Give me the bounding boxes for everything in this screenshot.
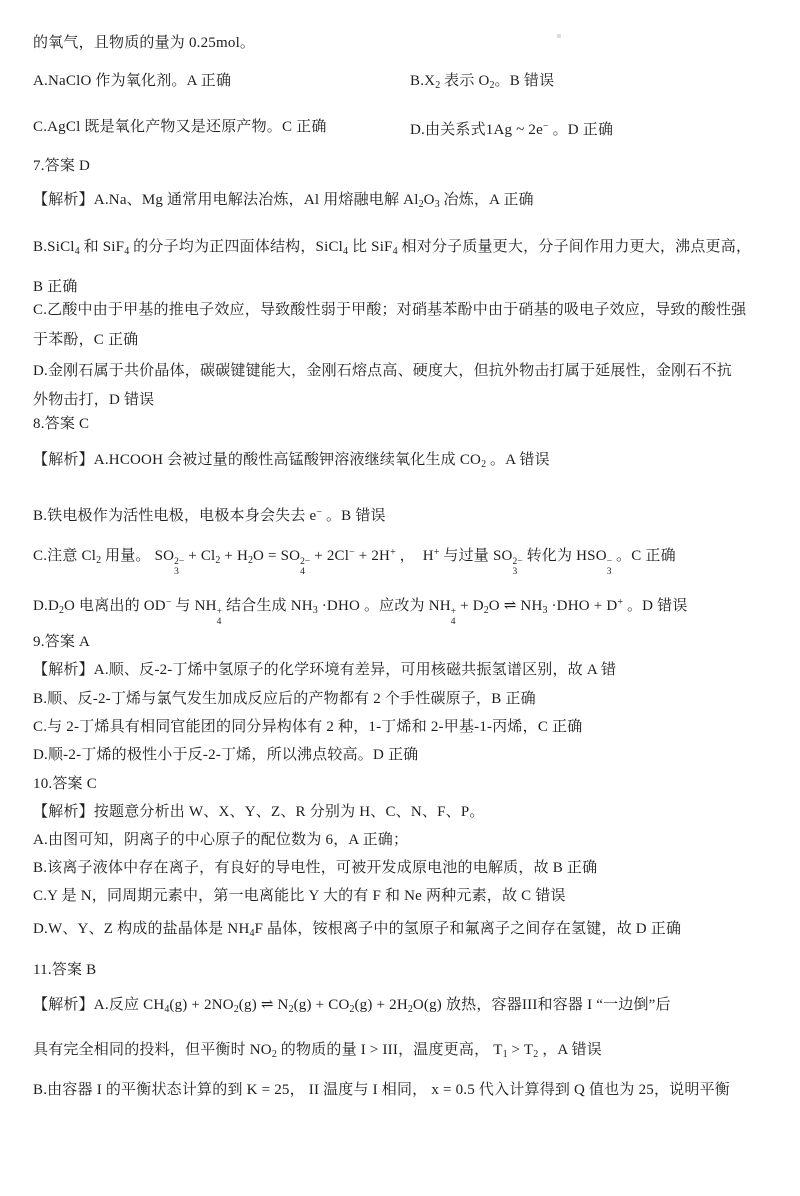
run-text: 比 SiF	[348, 239, 393, 255]
formula-sub-text: 2	[533, 1049, 539, 1060]
q7-analysis-b-line2	[33, 277, 78, 297]
q9-analysis-b	[33, 689, 536, 709]
run-text: 8.答案 C	[33, 416, 90, 432]
q10-analysis-c	[33, 886, 566, 906]
run-text: O ⇌ NH	[488, 598, 543, 614]
run-text: B.铁电极作为活性电极，电极本身会失去 e	[33, 508, 317, 524]
run-text: B.SiCl	[33, 239, 75, 255]
formula-stacked-script: + 4	[216, 607, 222, 627]
formula-sub-text: 2	[481, 459, 487, 470]
run-text: C.与 2-丁烯具有相同官能团的同分异构体有 2 种，1-丁烯和 2-甲基-1-丙烯，C 正确	[33, 719, 583, 735]
q8-analysis-a	[33, 450, 550, 475]
q10-answer	[33, 774, 97, 794]
formula-sub-text: 4	[392, 246, 398, 257]
q10-analysis-d	[33, 919, 681, 944]
formula-sub-text: 2	[483, 605, 489, 616]
run-text: 外物击打，D 错误	[33, 392, 155, 408]
run-text: B 正确	[33, 279, 78, 295]
run-text: A.由图可知，阴离子的中心原子的配位数为 6，A 正确；	[33, 832, 409, 848]
run-text: 11.答案 B	[33, 962, 97, 978]
q11-analysis-b	[33, 1080, 730, 1100]
run-text: B.由容器 I 的平衡状态计算的到 K = 25， II 温度与 I 相同， x = 0.5 代入计算得到 Q 值也为 25，说明平衡	[33, 1082, 730, 1098]
formula-stacked-script: 2− 4	[300, 557, 311, 577]
run-text: (g) + 2H	[354, 997, 408, 1013]
run-text: 【解析】A.HCOOH 会被过量的酸性高锰酸钾溶液继续氧化生成 CO	[33, 452, 482, 468]
q9-analysis-d	[33, 745, 418, 765]
run-text: O	[423, 192, 435, 208]
q7-analysis-c-line1	[33, 300, 746, 320]
run-text: 表示 O	[440, 73, 490, 89]
q7-analysis-d-line1	[33, 361, 732, 381]
scan-artifact	[557, 34, 561, 38]
formula-sub-text: 2	[248, 555, 253, 566]
run-text: B.该离子液体中存在离子，有良好的导电性，可被开发成原电池的电解质，故 B 正确	[33, 860, 598, 876]
formula-sup-text: −	[316, 507, 323, 518]
formula-sub-text: 3	[434, 199, 440, 210]
run-text: 的物质的量 I > III，温度更高， T	[276, 1042, 503, 1058]
q6-option-a-analysis	[33, 71, 231, 91]
run-text: 转化为 HSO	[522, 548, 607, 564]
formula-sub-text: 2	[418, 199, 424, 210]
run-text: 冶炼，A 正确	[439, 192, 534, 208]
formula-sup-text: +	[390, 547, 396, 558]
run-text: B.X	[410, 73, 436, 89]
q8-analysis-c	[33, 543, 676, 577]
q11-analysis-a-line1	[33, 995, 671, 1020]
q11-analysis-a-line2	[33, 1040, 602, 1065]
run-text: 【解析】A.Na、Mg 通常用电解法冶炼，Al 用熔融电解 Al	[33, 192, 419, 208]
q7-analysis-a	[33, 190, 534, 215]
run-text: > T	[507, 1042, 534, 1058]
run-text: 结合生成 NH	[222, 598, 313, 614]
q8-analysis-b	[33, 503, 386, 526]
run-text: 相对分子质量更大，分子间作用力更大，沸点更高，	[397, 239, 752, 255]
formula-sub-text: 2	[407, 1004, 413, 1015]
formula-sub-text: 4	[124, 246, 130, 257]
q7-analysis-c-line2	[33, 330, 138, 350]
formula-sub-text: 2	[96, 555, 102, 566]
run-text: D.金刚石属于共价晶体，碳碳键键能大，金刚石熔点高、硬度大，但抗外物击打属于延展性，金刚石不抗	[33, 363, 732, 379]
run-text: + D	[456, 598, 484, 614]
q10-analysis-b	[33, 858, 597, 878]
formula-sub-text: 2	[233, 1004, 239, 1015]
run-text: 10.答案 C	[33, 776, 97, 792]
run-text: D.D	[33, 598, 60, 614]
formula-stacked-script: − 3	[606, 557, 613, 577]
run-text: 。A 错误	[486, 452, 550, 468]
q6-stem-continued	[33, 33, 255, 53]
run-text: 【解析】按题意分析出 W、X、Y、Z、R 分别为 H、C、N、F、P。	[33, 804, 485, 820]
formula-sub-text: 2	[489, 80, 495, 91]
run-text: D.由关系式1Ag ~ 2e	[410, 122, 543, 138]
run-text: 于苯酚，C 正确	[33, 332, 139, 348]
run-text: 7.答案 D	[33, 158, 91, 174]
q9-analysis-a	[33, 660, 616, 680]
formula-sub-text: 4	[164, 1004, 170, 1015]
formula-sub-text: 4	[249, 928, 255, 939]
formula-sup-text: +	[617, 597, 623, 608]
run-text: C.Y 是 N，同周期元素中，第一电离能比 Y 大的有 F 和 Ne 两种元素，故 C 错误	[33, 888, 566, 904]
formula-sup-text: −	[543, 121, 549, 132]
formula-sub-text: 4	[74, 246, 80, 257]
run-text: B.顺、反-2-丁烯与氯气发生加成反应后的产物都有 2 个手性碳原子，B 正确	[33, 691, 536, 707]
formula-sub-text: 2	[215, 555, 221, 566]
q6-option-c-analysis	[33, 117, 327, 137]
q9-analysis-c	[33, 717, 582, 737]
run-text: D.顺-2-丁烯的极性小于反-2-丁烯，所以沸点较高。D 正确	[33, 747, 419, 763]
formula-sub-text: 3	[542, 605, 548, 616]
run-text: 具有完全相同的投料，但平衡时 NO	[33, 1042, 272, 1058]
formula-sup-text: −	[165, 597, 172, 608]
run-text: 的氧气，且物质的量为 0.25mol。	[33, 35, 256, 51]
run-text: 【解析】A.顺、反-2-丁烯中氢原子的化学环境有差异，可用核磁共振氢谱区别，故 A 错	[33, 662, 617, 678]
formula-sub-text: 2	[349, 1004, 355, 1015]
run-text: 和 SiF	[79, 239, 125, 255]
run-text: 。B 错误	[494, 73, 555, 89]
formula-sup-text: +	[433, 547, 440, 558]
formula-stacked-script: 2− 3	[512, 557, 523, 577]
q6-option-d-analysis	[410, 117, 613, 140]
run-text: 的分子均为正四面体结构，SiCl	[129, 239, 344, 255]
run-text: ， H	[395, 548, 434, 564]
formula-sub-text: 1	[502, 1049, 508, 1060]
formula-sub-text: 3	[312, 605, 318, 616]
run-text: C.乙酸中由于甲基的推电子效应，导致酸性弱于甲酸；对硝基苯酚中由于硝基的吸电子效应，导致的酸性强	[33, 302, 747, 318]
run-text: A.NaClO 作为氧化剂。A 正确	[33, 73, 232, 89]
q8-analysis-d	[33, 593, 688, 627]
run-text: C.注意 Cl	[33, 548, 97, 564]
formula-sub-text: 2	[271, 1049, 277, 1060]
formula-sub-text: 2	[435, 80, 441, 91]
run-text: 。D 错误	[623, 598, 688, 614]
run-text: (g) ⇌ N	[238, 997, 289, 1013]
run-text: ·DHO + D	[547, 598, 618, 614]
q7-analysis-b-line1	[33, 237, 751, 262]
q10-analysis-a	[33, 830, 408, 850]
formula-sub-text: 2	[59, 605, 65, 616]
run-text: + Cl	[184, 548, 216, 564]
q7-analysis-d-line2	[33, 390, 154, 410]
formula-stacked-script: 2− 3	[174, 557, 185, 577]
run-text: + 2H	[354, 548, 391, 564]
run-text: O(g) 放热，容器III和容器 I “一边倒”后	[412, 997, 671, 1013]
run-text: D.W、Y、Z 构成的盐晶体是 NH	[33, 921, 250, 937]
formula-sub-text: 4	[343, 246, 349, 257]
run-text: 。C 正确	[612, 548, 676, 564]
run-text: O = SO	[253, 548, 301, 564]
formula-stacked-script: + 4	[450, 607, 457, 627]
run-text: C.AgCl 既是氧化产物又是还原产物。C 正确	[33, 119, 327, 135]
run-text: + H	[220, 548, 248, 564]
q6-option-b-analysis	[410, 71, 554, 96]
formula-sup-text: −	[349, 547, 355, 558]
run-text: 与过量 SO	[439, 548, 513, 564]
run-text: O 电离出的 OD	[64, 598, 166, 614]
run-text: (g) + CO	[293, 997, 350, 1013]
run-text: + 2Cl	[310, 548, 350, 564]
q9-answer	[33, 632, 90, 652]
q11-answer	[33, 960, 96, 980]
run-text: (g) + 2NO	[169, 997, 234, 1013]
run-text: F 晶体，铵根离子中的氢原子和氟离子之间存在氢键，故 D 正确	[254, 921, 682, 937]
q10-analysis-intro	[33, 802, 485, 822]
run-text: 【解析】A.反应 CH	[33, 997, 165, 1013]
q8-answer	[33, 414, 89, 434]
run-text: ·DHO 。应改为 NH	[317, 598, 451, 614]
run-text: 。B 错误	[322, 508, 386, 524]
run-text: 用量。 SO	[101, 548, 175, 564]
run-text: 与 NH	[171, 598, 217, 614]
q7-answer	[33, 156, 90, 176]
run-text: 。D 正确	[548, 122, 614, 138]
run-text: 9.答案 A	[33, 634, 91, 650]
formula-sub-text: 2	[288, 1004, 294, 1015]
run-text: ，A 错误	[538, 1042, 602, 1058]
